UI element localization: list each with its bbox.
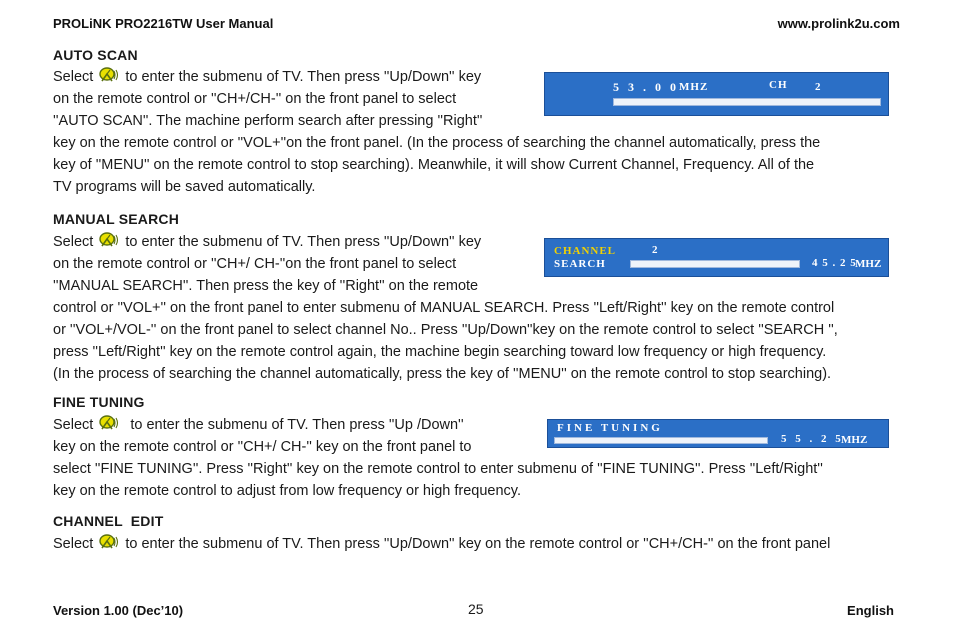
osd-frequency: 4 5 . 2 5	[812, 257, 857, 269]
osd-channel-label: CHANNEL	[554, 245, 617, 257]
select-word: Select	[53, 69, 94, 85]
manual-title: PROLiNK PRO2216TW User Manual	[53, 16, 274, 31]
fine-tuning-line-2: key on the remote control or ''CH+/ CH-'' key on the front panel to	[53, 439, 472, 455]
osd-frequency: 5 3 . 0 0	[613, 80, 679, 94]
auto-scan-line-6: TV programs will be saved automatically.	[53, 179, 316, 195]
satellite-dish-tv-icon	[98, 415, 120, 433]
fine-tuning-line-1: Select to enter the submenu of TV. Then press ''Up /Down''	[53, 417, 464, 433]
select-word: Select	[53, 417, 94, 433]
auto-scan-line-1: Select to enter the submenu of TV. Then press ''Up/Down'' key	[53, 69, 482, 85]
auto-scan-line-4: key on the remote control or ''VOL+''on the front panel. (In the process of searching the channel automatically, press the	[53, 135, 821, 151]
fine-tuning-osd-panel	[547, 419, 889, 448]
osd-channel-label: CH	[769, 79, 788, 91]
page-number: 25	[468, 601, 484, 617]
manual-search-title: MANUAL SEARCH	[53, 211, 180, 227]
osd-search-label: SEARCH	[554, 258, 606, 270]
fine-tuning-line-4: key on the remote control to adjust from low frequency or high frequency.	[53, 483, 522, 499]
osd-frequency-unit: MHZ	[679, 81, 709, 93]
website-url: www.prolink2u.com	[777, 16, 900, 31]
channel-edit-line-1: Select to enter the submenu of TV. Then press ''Up/Down'' key on the remote control or ''CH+/CH-'' on the front panel	[53, 536, 831, 552]
auto-scan-line-2: on the remote control or ''CH+/CH-'' on the front panel to select	[53, 91, 457, 107]
manual-search-line-2: on the remote control or ''CH+/ CH-''on the front panel to select	[53, 256, 457, 272]
fine-tuning-progress-bar	[554, 437, 768, 444]
osd-frequency: 5 5 . 2 5	[781, 433, 844, 445]
select-word: Select	[53, 536, 94, 552]
manual-search-line-7: (In the process of searching the channel automatically, press the key of ''MENU'' on the remote control to stop searching).	[53, 366, 832, 382]
fine-tuning-line-3: select ''FINE TUNING''. Press ''Right'' key on the remote control to enter submenu of ''FINE TUNING''. Press ''Left/Right''	[53, 461, 823, 477]
satellite-dish-tv-icon	[98, 67, 120, 85]
manual-search-progress-bar	[630, 260, 800, 268]
manual-search-line-6: press ''Left/Right'' key on the remote control again, the machine begin searching toward low frequency or high frequency.	[53, 344, 827, 360]
manual-search-line-3: ''MANUAL SEARCH''. Then press the key of ''Right'' on the remote	[53, 278, 479, 294]
channel-edit-title: CHANNEL EDIT	[53, 513, 164, 529]
auto-scan-osd-panel	[544, 72, 889, 116]
language-label: English	[847, 603, 894, 618]
auto-scan-progress-bar	[613, 98, 881, 106]
osd-channel-value: 2	[815, 81, 822, 93]
select-word: Select	[53, 234, 94, 250]
auto-scan-line-3: ''AUTO SCAN''. The machine perform search after pressing ''Right''	[53, 113, 483, 129]
osd-frequency-unit: MHZ	[841, 434, 868, 446]
version-label: Version 1.00 (Dec’10)	[53, 603, 184, 618]
manual-search-line-1: Select to enter the submenu of TV. Then press ''Up/Down'' key	[53, 234, 482, 250]
manual-search-osd-panel	[544, 238, 889, 277]
manual-search-line-4: control or ''VOL+'' on the front panel to enter submenu of MANUAL SEARCH. Press ''Left/Right'' key on the remote control	[53, 300, 835, 316]
osd-frequency-unit: MHZ	[855, 258, 882, 270]
satellite-dish-tv-icon	[98, 232, 120, 250]
osd-fine-tuning-label: FINE TUNING	[557, 422, 663, 434]
satellite-dish-tv-icon	[98, 534, 120, 552]
auto-scan-line-5: key of ''MENU'' on the remote control to stop searching). Meanwhile, it will show Current Channel, Frequency. All of the	[53, 157, 815, 173]
manual-search-line-5: or ''VOL+/VOL-'' on the front panel to select channel No.. Press ''Up/Down''key on the remote control to select ''SEARCH '',	[53, 322, 838, 338]
osd-channel-value: 2	[652, 244, 659, 256]
fine-tuning-title: FINE TUNING	[53, 394, 145, 410]
auto-scan-title: AUTO SCAN	[53, 47, 138, 63]
